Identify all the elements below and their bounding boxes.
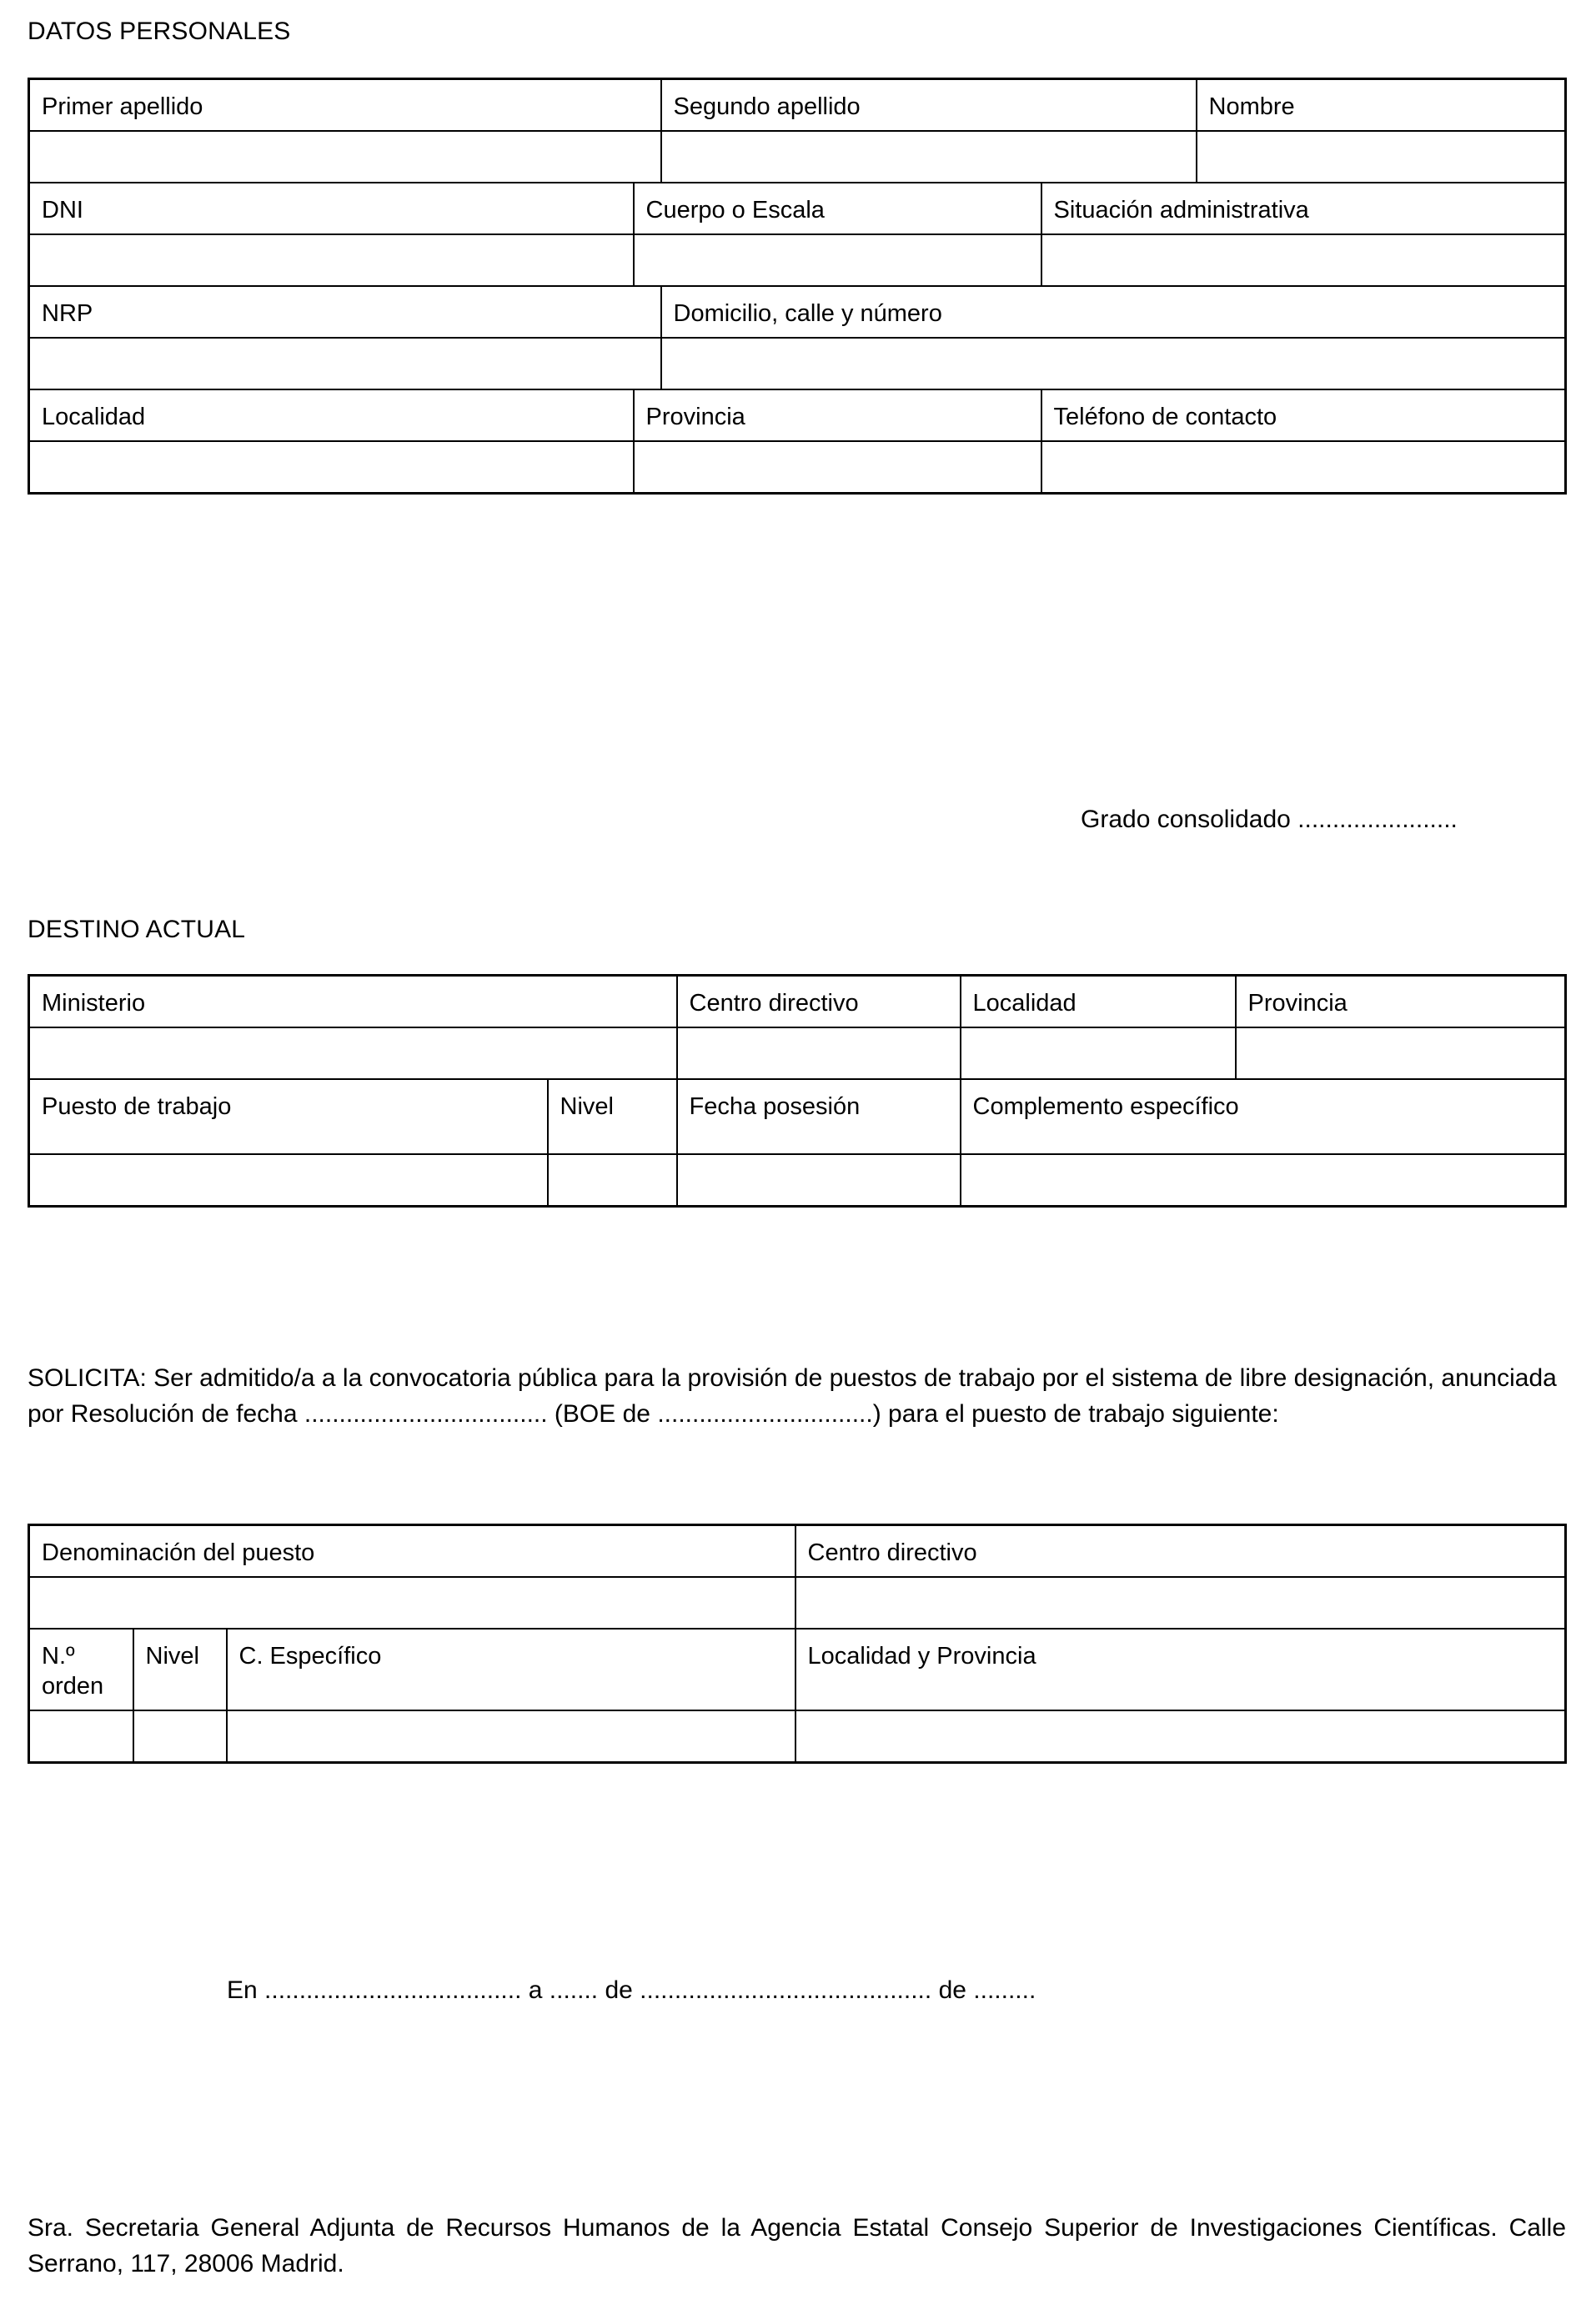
cell-label-telefono: Teléfono de contacto: [1041, 389, 1566, 441]
table-row: [29, 183, 1566, 234]
cell-input-provincia-destino[interactable]: [1236, 1027, 1566, 1079]
table-row: [29, 441, 1566, 493]
cell-label-domicilio: Domicilio, calle y número: [661, 286, 1566, 338]
table-row: [29, 1629, 1566, 1710]
table-datos-personales: [28, 78, 1567, 495]
cell-input-segundo-apellido[interactable]: [661, 131, 1197, 183]
cell-label-denominacion-del-puesto: Denominación del puesto: [29, 1525, 795, 1578]
table-row: [29, 1577, 1566, 1629]
cell-label-situacion-administrativa: Situación administrativa: [1041, 183, 1566, 234]
table-row: [29, 1710, 1566, 1762]
cell-label-centro-directivo: Centro directivo: [677, 976, 961, 1028]
table-row: [29, 131, 1566, 183]
cell-input-complemento-especifico-solicitado[interactable]: [227, 1710, 795, 1762]
cell-input-provincia[interactable]: [634, 441, 1041, 493]
cell-label-provincia-destino: Provincia: [1236, 976, 1566, 1028]
cell-label-localidad: Localidad: [29, 389, 634, 441]
cell-label-nivel-solicitado: Nivel: [133, 1629, 227, 1710]
cell-label-fecha-posesion: Fecha posesión: [677, 1079, 961, 1154]
destinatario-paragraph: Sra. Secretaria General Adjunta de Recursos Humanos de la Agencia Estatal Consejo Superior de Investigaciones Científicas. Calle Serrano, 117, 28006 Madrid.: [28, 2214, 1566, 2277]
cell-input-nrp[interactable]: [29, 338, 661, 389]
cell-input-fecha-posesion[interactable]: [677, 1154, 961, 1206]
cell-input-telefono[interactable]: [1041, 441, 1566, 493]
cell-label-localidad-y-provincia: Localidad y Provincia: [795, 1629, 1566, 1710]
cell-label-puesto-de-trabajo: Puesto de trabajo: [29, 1079, 548, 1154]
cell-input-nivel-destino[interactable]: [548, 1154, 677, 1206]
cell-label-segundo-apellido: Segundo apellido: [661, 79, 1197, 132]
table-row: [29, 79, 1566, 132]
lugar-fecha-line: En ..................................... a ....... de .......................................... de .........: [227, 1976, 1036, 2004]
cell-input-primer-apellido[interactable]: [29, 131, 661, 183]
cell-label-nivel-destino: Nivel: [548, 1079, 677, 1154]
cell-input-domicilio[interactable]: [661, 338, 1566, 389]
cell-input-dni[interactable]: [29, 234, 634, 286]
grado-consolidado-line: Grado consolidado .......................: [1081, 806, 1458, 833]
table-destino-actual: [28, 974, 1567, 1208]
cell-input-localidad-y-provincia[interactable]: [795, 1710, 1566, 1762]
cell-label-complemento-especifico: Complemento específico: [961, 1079, 1566, 1154]
table-row: [29, 234, 1566, 286]
cell-label-centro-directivo-solicitado: Centro directivo: [795, 1525, 1566, 1578]
cell-input-complemento-especifico[interactable]: [961, 1154, 1566, 1206]
cell-input-nombre[interactable]: [1197, 131, 1566, 183]
solicita-paragraph: SOLICITA: Ser admitido/a a la convocatoria pública para la provisión de puestos de trabajo por el sistema de libre designación, anunciada por Resolución de fecha ................................... (BOE de ...............................) para el puesto de trabajo siguiente:: [28, 1364, 1557, 1428]
table-puesto-solicitado: [28, 1524, 1567, 1764]
table-row: [29, 1154, 1566, 1206]
cell-input-cuerpo-escala[interactable]: [634, 234, 1041, 286]
table-row: [29, 1027, 1566, 1079]
cell-label-numero-orden: N.º orden: [29, 1629, 133, 1710]
cell-input-situacion-administrativa[interactable]: [1041, 234, 1566, 286]
cell-label-nombre: Nombre: [1197, 79, 1566, 132]
cell-label-complemento-especifico-solicitado: C. Específico: [227, 1629, 795, 1710]
table-row: [29, 286, 1566, 338]
cell-input-puesto-de-trabajo[interactable]: [29, 1154, 548, 1206]
cell-label-primer-apellido: Primer apellido: [29, 79, 661, 132]
cell-input-localidad[interactable]: [29, 441, 634, 493]
cell-label-provincia: Provincia: [634, 389, 1041, 441]
cell-label-localidad-destino: Localidad: [961, 976, 1236, 1028]
cell-label-dni: DNI: [29, 183, 634, 234]
section-title-destino-actual: DESTINO ACTUAL: [28, 916, 246, 943]
cell-input-ministerio[interactable]: [29, 1027, 677, 1079]
cell-label-ministerio: Ministerio: [29, 976, 677, 1028]
cell-input-localidad-destino[interactable]: [961, 1027, 1236, 1079]
cell-input-numero-orden[interactable]: [29, 1710, 133, 1762]
table-row: [29, 338, 1566, 389]
cell-input-centro-directivo[interactable]: [677, 1027, 961, 1079]
cell-label-cuerpo-escala: Cuerpo o Escala: [634, 183, 1041, 234]
table-row: [29, 389, 1566, 441]
cell-input-centro-directivo-solicitado[interactable]: [795, 1577, 1566, 1629]
cell-label-nrp: NRP: [29, 286, 661, 338]
table-row: [29, 1525, 1566, 1578]
table-row: [29, 976, 1566, 1028]
cell-input-denominacion-del-puesto[interactable]: [29, 1577, 795, 1629]
section-title-datos-personales: DATOS PERSONALES: [28, 18, 291, 45]
cell-input-nivel-solicitado[interactable]: [133, 1710, 227, 1762]
table-row: [29, 1079, 1566, 1154]
